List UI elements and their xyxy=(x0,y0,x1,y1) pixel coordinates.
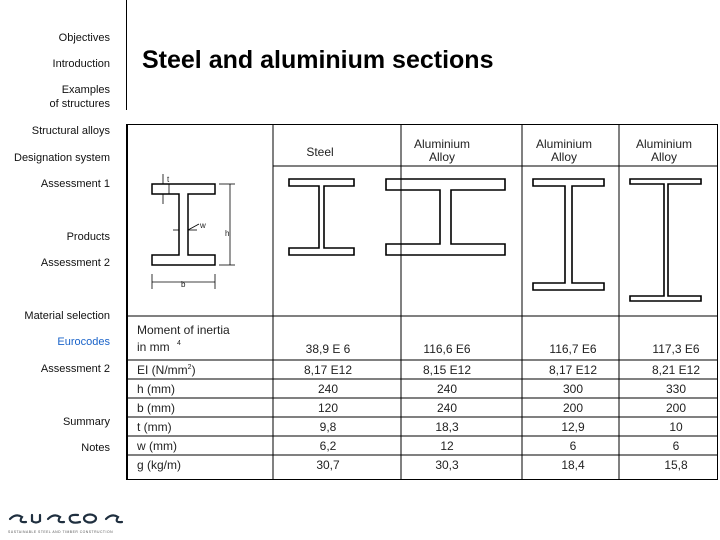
section-alu-1 xyxy=(386,179,505,255)
value-h-steel: 240 xyxy=(317,382,339,396)
label-moment-of-inertia: Moment of inertia xyxy=(137,323,230,337)
nav-examples-line1: Examples xyxy=(61,84,110,96)
nav-assessment-1[interactable]: Assessment 1 xyxy=(40,178,110,190)
value-b-alu-3: 200 xyxy=(665,401,687,415)
value-t-alu-3: 10 xyxy=(669,420,683,434)
nav-summary[interactable]: Summary xyxy=(62,416,110,428)
label-moment-unit: in mm xyxy=(137,340,170,354)
value-t-steel: 9,8 xyxy=(319,420,337,434)
value-ei-alu-2: 8,17 E12 xyxy=(548,363,598,377)
moment-alu-1: 116,6 E6 xyxy=(423,342,471,356)
nav-notes[interactable]: Notes xyxy=(81,442,110,454)
value-w-alu-1: 12 xyxy=(440,439,454,453)
value-t-alu-2: 12,9 xyxy=(561,420,585,434)
sections-table xyxy=(127,124,718,480)
value-ei-alu-1: 8,15 E12 xyxy=(422,363,472,377)
header-alu-3-line2: Alloy xyxy=(650,150,678,164)
header-alu-1-line2: Alloy xyxy=(428,150,456,164)
value-w-alu-2: 6 xyxy=(569,439,577,453)
sidebar-nav xyxy=(0,0,126,540)
header-alu-2-line1: Aluminium xyxy=(535,137,593,151)
value-w-steel: 6,2 xyxy=(319,439,337,453)
diagram-label-h: h xyxy=(225,229,230,238)
moment-alu-3: 117,3 E6 xyxy=(652,342,700,356)
page-title: Steel and aluminium sections xyxy=(142,46,494,74)
nav-examples-line2: of structures xyxy=(49,98,110,110)
diagram-label-t: t xyxy=(167,175,170,184)
value-t-alu-1: 18,3 xyxy=(435,420,459,434)
logo-mark xyxy=(10,515,122,523)
row-label-h: h (mm) xyxy=(137,382,175,396)
header-steel: Steel xyxy=(306,145,334,159)
value-h-alu-2: 300 xyxy=(562,382,584,396)
value-b-alu-1: 240 xyxy=(436,401,458,415)
value-g-steel: 30,7 xyxy=(316,458,340,472)
moment-steel: 38,9 E 6 xyxy=(305,342,351,356)
value-h-alu-3: 330 xyxy=(665,382,687,396)
value-g-alu-2: 18,4 xyxy=(561,458,585,472)
dimension-lines xyxy=(152,174,235,289)
nav-material-selection[interactable]: Material selection xyxy=(24,310,110,322)
label-moment-sup: 4 xyxy=(177,340,181,347)
value-g-alu-1: 30,3 xyxy=(435,458,459,472)
row-label-ei: EI $(N/mm^2)$ xyxy=(137,363,196,377)
section-alu-3 xyxy=(630,179,701,301)
divider-top xyxy=(126,0,127,110)
nav-designation-system[interactable]: Designation system xyxy=(14,152,110,164)
section-alu-2 xyxy=(533,179,604,290)
value-ei-steel: 8,17 E12 xyxy=(303,363,353,377)
diagram-label-b: b xyxy=(181,280,186,289)
row-label-g: g (kg/m) xyxy=(137,458,182,472)
nav-products[interactable]: Products xyxy=(66,231,110,243)
nav-introduction[interactable]: Introduction xyxy=(52,58,110,70)
value-w-alu-3: 6 xyxy=(672,439,680,453)
row-label-b: b (mm) xyxy=(137,401,175,415)
diagram-label-w: w xyxy=(200,221,206,230)
header-alu-2-line2: Alloy xyxy=(550,150,578,164)
value-ei-alu-3: 8,21 E12 xyxy=(651,363,701,377)
nav-objectives[interactable]: Objectives xyxy=(58,32,110,44)
section-steel xyxy=(289,179,354,255)
moment-alu-2: 116,7 E6 xyxy=(549,342,597,356)
row-label-w: w (mm) xyxy=(137,439,177,453)
value-b-steel: 120 xyxy=(317,401,339,415)
suscos-logo xyxy=(6,505,124,537)
value-g-alu-3: 15,8 xyxy=(664,458,688,472)
header-alu-3-line1: Aluminium xyxy=(635,137,693,151)
nav-structural-alloys[interactable]: Structural alloys xyxy=(31,125,110,137)
nav-eurocodes[interactable]: Eurocodes xyxy=(57,336,110,348)
row-label-t: t (mm) xyxy=(137,420,172,434)
nav-examples-of-structures[interactable] xyxy=(49,83,110,111)
value-h-alu-1: 240 xyxy=(436,382,458,396)
nav-assessment-2[interactable]: Assessment 2 xyxy=(40,257,110,269)
table-grid xyxy=(127,124,718,480)
nav-assessment-2b[interactable]: Assessment 2 xyxy=(40,363,110,375)
logo-tagline: SUSTAINABLE STEEL AND TIMBER CONSTRUCTION xyxy=(8,530,114,534)
value-b-alu-2: 200 xyxy=(562,401,584,415)
header-alu-1-line1: Aluminium xyxy=(413,137,471,151)
